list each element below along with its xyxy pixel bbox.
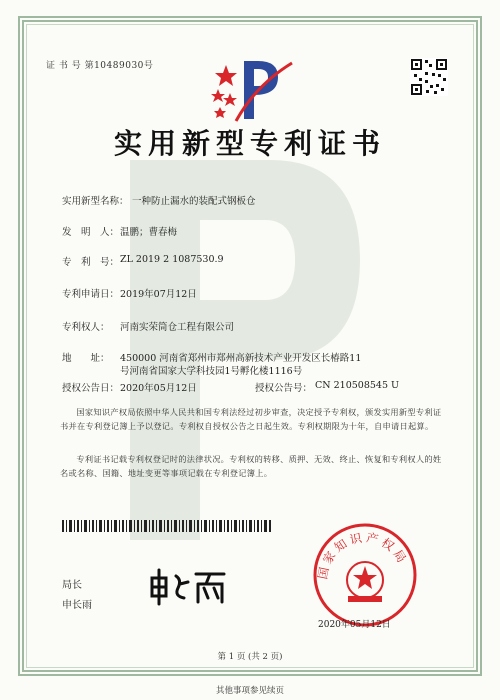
page-number: 第 1 页 (共 2 页) bbox=[217, 652, 283, 662]
grant-number-label: 授权公告号： bbox=[255, 383, 313, 394]
continuation-note: 其他事项参见续页 bbox=[215, 686, 284, 696]
inventor-value: 温鹏；曹春梅 bbox=[120, 227, 178, 238]
patent-number-value: ZL 2019 2 1087530.9 bbox=[120, 254, 224, 265]
patent-number-label: 专 利 号： bbox=[62, 257, 120, 268]
director-signature-icon bbox=[148, 566, 228, 606]
grant-date-label: 授权公告日： bbox=[62, 383, 120, 394]
inventor-label: 发 明 人： bbox=[62, 227, 120, 238]
seal-date: 2020年05月12日 bbox=[318, 620, 391, 630]
grant-number-value: CN 210508545 U bbox=[315, 380, 400, 391]
certificate-number: 证 书 号 第10489030号 bbox=[46, 61, 154, 71]
seal-text: 国家知识产权局 bbox=[315, 530, 411, 581]
address-line-1: 450000 河南省郑州市郑州高新技术产业开发区长椿路11 bbox=[120, 353, 362, 364]
patentee-value: 河南实荣筒仓工程有限公司 bbox=[120, 322, 235, 333]
official-seal-icon bbox=[310, 520, 420, 630]
director-name: 申长雨 bbox=[62, 600, 92, 611]
statement-paragraph-1: 国家知识产权局依照中华人民共和国专利法经过初步审查，决定授予专利权，颁发实用新型专利证书并在专利登记簿上予以登记。专利权自授权公告之日起生效。专利权期限为十年，自申请日起算。 bbox=[60, 407, 442, 431]
application-date-value: 2019年07月12日 bbox=[120, 289, 197, 300]
grant-date-value: 2020年05月12日 bbox=[120, 383, 197, 394]
patentee-label: 专利权人： bbox=[62, 322, 110, 333]
statement-paragraph-2: 专利证书记载专利权登记时的法律状况。专利权的转移、质押、无效、终止、恢复和专利权人的姓名或名称、国籍、地址变更等事项记载在专利登记簿上。 bbox=[60, 454, 442, 478]
director-title: 局长 bbox=[62, 580, 82, 591]
cnipa-logo-icon bbox=[206, 55, 296, 125]
utility-name-value: 一种防止漏水的装配式钢板仓 bbox=[132, 196, 256, 207]
barcode-icon bbox=[62, 520, 272, 532]
qr-code-icon[interactable] bbox=[410, 58, 448, 96]
application-date-label: 专利申请日： bbox=[62, 289, 120, 300]
certificate-title: 实用新型专利证书 bbox=[113, 127, 386, 160]
address-line-2: 号河南省国家大学科技园1号孵化楼1116号 bbox=[120, 366, 303, 377]
address-label: 地 址： bbox=[62, 353, 110, 364]
utility-name-label: 实用新型名称： bbox=[62, 196, 129, 207]
